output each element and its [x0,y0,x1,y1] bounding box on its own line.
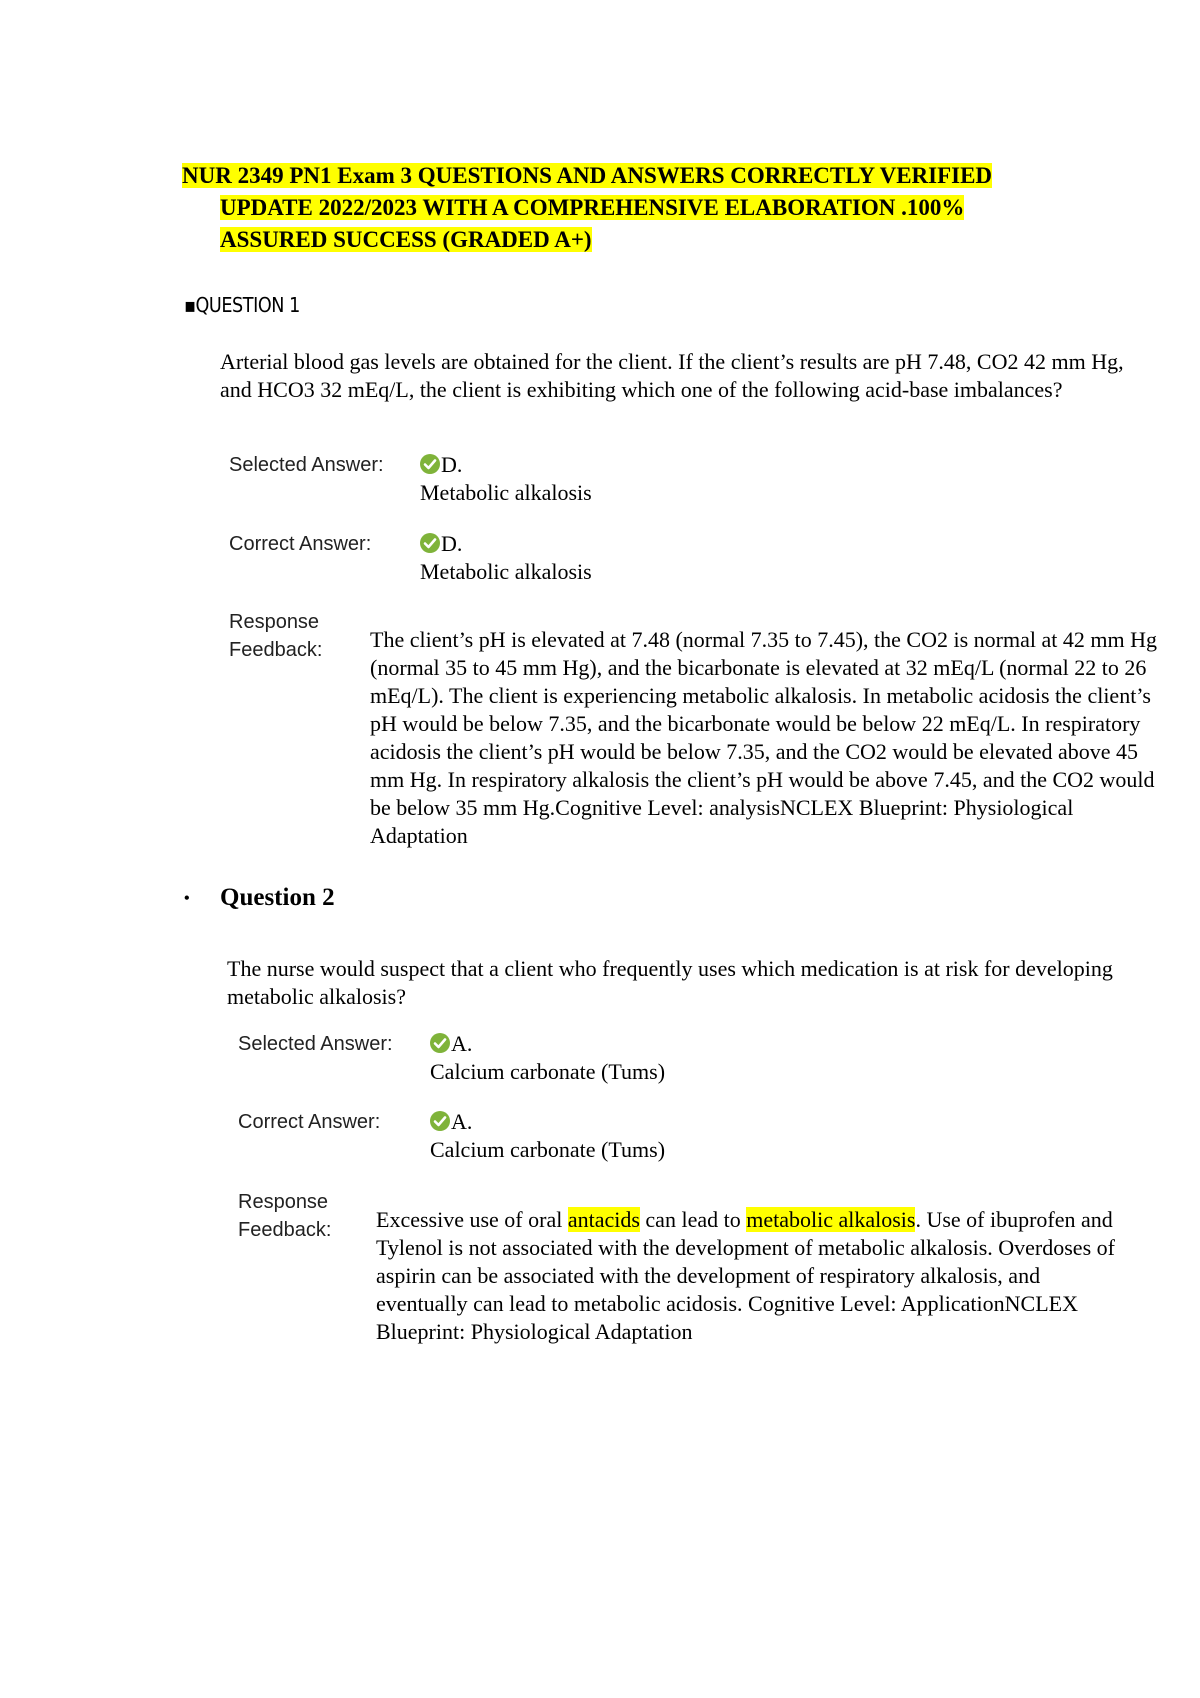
question-2-selected-text: Calcium carbonate (Tums) [430,1059,666,1084]
question-2-selected-answer [430,1030,665,1086]
title-line-2: UPDATE 2022/2023 WITH A COMPREHENSIVE ELABORATION .100% [220,195,965,220]
check-circle-icon [430,1111,450,1131]
question-2-feedback-label [238,1188,331,1244]
feedback-label-line-2: Feedback: [229,639,323,661]
question-2-prompt: The nurse would suspect that a client who frequently uses which medication is at risk for developing metabolic alkalosis? [227,956,1113,1009]
question-2-correct-text: Calcium carbonate (Tums) [430,1137,666,1162]
question-2-heading-text: Question 2 [220,884,335,911]
question-1-feedback-label [229,608,322,664]
question-1-correct-text: Metabolic alkalosis [420,559,592,584]
question-1-heading: ▪QUESTION 1 [184,293,300,317]
question-1-correct-label: Correct Answer: [229,533,372,555]
question-2-selected-letter: A. [451,1031,473,1056]
title-line-3: ASSURED SUCCESS (GRADED A+) [220,227,592,252]
document-title [182,160,1162,256]
check-circle-icon [430,1033,450,1053]
highlight-antacids: antacids [567,1207,640,1232]
question-1-selected-label: Selected Answer: [229,454,384,476]
bullet-icon: • [184,890,190,908]
highlight-metabolic-alkalosis: metabolic alkalosis [746,1207,916,1232]
question-2-heading [184,884,335,912]
question-1-selected-letter: D. [441,452,463,477]
feedback-label-line-1: Response [229,611,320,633]
question-2-correct-answer [430,1108,665,1164]
question-2-correct-label: Correct Answer: [238,1111,381,1133]
feedback-label-line-2: Feedback: [238,1219,332,1241]
question-2-correct-letter: A. [451,1109,473,1134]
question-2-selected-label: Selected Answer: [238,1033,393,1055]
feedback-text-part-2: can lead to [639,1207,747,1232]
question-1-selected-answer [420,451,592,507]
feedback-text-part-1: Excessive use of oral [376,1207,568,1232]
title-line-1: NUR 2349 PN1 Exam 3 QUESTIONS AND ANSWERS CORRECTLY VERIFIED [182,163,993,188]
feedback-text-part-3: . Use of ibuprofen and Tylenol is not associated with the development of metabolic alkalosis. Overdoses of aspirin can be associated with the development of respiratory alkalosis, and eventually can lead to metabolic acidosis. Cognitive Level: ApplicationNCLEX Blueprint: Physiological Adaptation [376,1207,1115,1344]
question-1-feedback: The client’s pH is elevated at 7.48 (normal 7.35 to 7.45), the CO2 is normal at 42 mm Hg (normal 35 to 45 mm Hg), and the bicarbonate is elevated at 32 mEq/L (normal 22 to 26 mEq/L). The client is experiencing metabolic alkalosis. In metabolic acidosis the client’s pH would be below 7.35, and the bicarbonate would be below 22 mEq/L. In respiratory acidosis the client’s pH would be below 7.35, and the CO2 would be elevated above 45 mm Hg. In respiratory alkalosis the client’s pH would be above 7.45, and the CO2 would be below 35 mm Hg.Cognitive Level: analysisNCLEX Blueprint: Physiological Adaptation [370,627,1157,848]
question-1-correct-letter: D. [441,531,463,556]
question-1-prompt: Arterial blood gas levels are obtained for the client. If the client’s results are pH 7.48, CO2 42 mm Hg, and HCO3 32 mEq/L, the client is exhibiting which one of the following acid-base imbalances? [220,349,1124,402]
check-circle-icon [420,454,440,474]
question-1-selected-text: Metabolic alkalosis [420,480,592,505]
feedback-label-line-1: Response [238,1191,329,1213]
question-2-feedback [376,1206,1116,1346]
question-1-correct-answer [420,530,592,586]
check-circle-icon [420,533,440,553]
